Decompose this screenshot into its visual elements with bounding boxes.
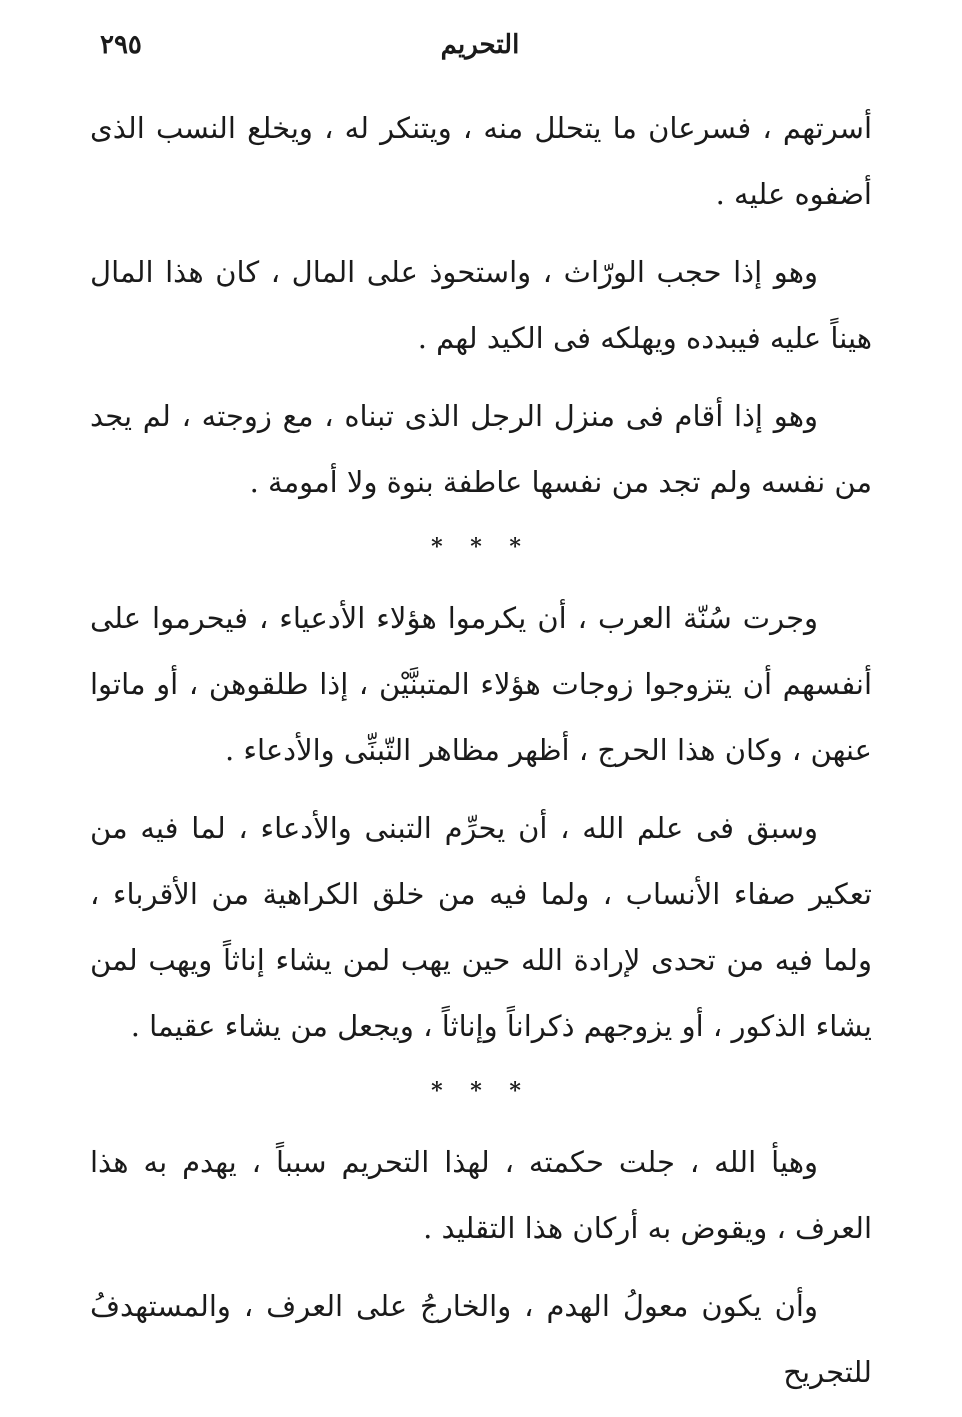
page-number: ٢٩٥ — [100, 30, 142, 60]
paragraph-7: وأن يكون معولُ الهدم ، والخارجُ على العرف ، والمستهدفُ للتجريح — [90, 1289, 872, 1389]
section-separator-2: * * * — [431, 1078, 531, 1104]
running-title: التحريم — [440, 30, 520, 60]
paragraph-4: وجرت سُنّة العرب ، أن يكرموا هؤلاء الأدعياء ، فيحرموا على أنفسهم أن يتزوجوا زوجات هؤلاء المتبنَّيْن ، إذا طلقوهن ، أو ماتوا عنهن ، وكان هذا الحرج ، أظهر مظاهر التّبنِّى والأدعاء . — [90, 601, 872, 767]
paragraph-6: وهيأ الله ، جلت حكمته ، لهذا التحريم سبباً ، يهدم به هذا العرف ، ويقوض به أركان هذا التقليد . — [90, 1145, 872, 1245]
page-body — [90, 95, 872, 1417]
page-header — [90, 30, 870, 70]
paragraph-1: أسرتهم ، فسرعان ما يتحلل منه ، ويتنكر له ، ويخلع النسب الذى أضفوه عليه . — [90, 111, 872, 211]
paragraph-2: وهو إذا حجب الورّاث ، واستحوذ على المال ، كان هذا المال هيناً عليه فيبدده ويهلكه فى الكيد لهم . — [90, 255, 872, 355]
section-separator-1: * * * — [431, 534, 531, 560]
paragraph-5: وسبق فى علم الله ، أن يحرِّم التبنى والأدعاء ، لما فيه من تعكير صفاء الأنساب ، ولما فيه من خلق الكراهية من الأقرباء ، ولما فيه من تحدى لإرادة الله حين يهب لمن يشاء إناثاً ويهب لمن يشاء الذكور ، أو يزوجهم ذكراناً وإناثاً ، ويجعل من يشاء عقيما . — [90, 811, 872, 1043]
paragraph-3: وهو إذا أقام فى منزل الرجل الذى تبناه ، مع زوجته ، لم يجد من نفسه ولم تجد من نفسها عاطفة بنوة ولا أمومة . — [90, 399, 872, 499]
